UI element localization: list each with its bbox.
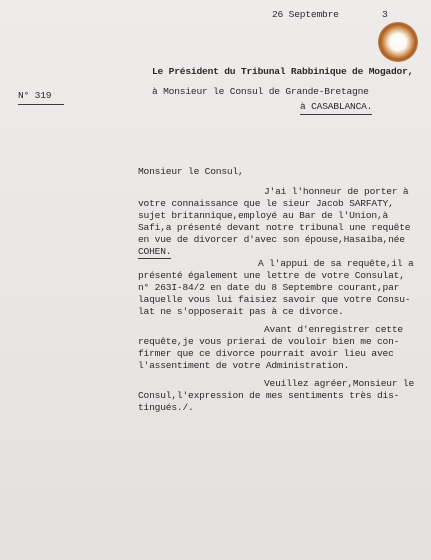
body-line: votre connaissance que le sieur Jacob SARFATY, <box>138 198 394 209</box>
body-line: A l'appui de sa requête,il a <box>258 258 414 269</box>
body-line: l'assentiment de votre Administration. <box>138 360 350 371</box>
body-line: en vue de divorcer d'avec son épouse,Hasaiba,née <box>138 234 405 245</box>
page-number: 3 <box>382 9 388 20</box>
sender-line: Le Président du Tribunal Rabbinique de Mogador, <box>152 66 414 77</box>
body-line: Safi,a présenté devant notre tribunal une requête <box>138 222 411 233</box>
body-line: COHEN. <box>138 246 172 257</box>
body-line: présenté également une lettre de votre Consulat, <box>138 270 405 281</box>
salutation: Monsieur le Consul, <box>138 166 244 177</box>
paper-burn-mark <box>378 22 418 62</box>
body-line: tingués./. <box>138 402 194 413</box>
body-line: laquelle vous lui faisiez savoir que votre Consu- <box>138 294 411 305</box>
body-line: n° 263I-84/2 en date du 8 Septembre courant,par <box>138 282 400 293</box>
body-line: Avant d'enregistrer cette <box>264 324 403 335</box>
body-line: Consul,l'expression de mes sentiments très dis- <box>138 390 400 401</box>
body-line: firmer que ce divorce pourrait avoir lieu avec <box>138 348 394 359</box>
recipient-line: à Monsieur le Consul de Grande-Bretagne <box>152 86 369 97</box>
body-line: sujet britannique,employé au Bar de l'Union,à <box>138 210 389 221</box>
body-line: lat ne s'opposerait pas à ce divorce. <box>138 306 344 317</box>
body-line: J'ai l'honneur de porter à <box>264 186 409 197</box>
body-line: Veuillez agréer,Monsieur le <box>264 378 415 389</box>
body-line: requête,je vous prierai de vouloir bien me con- <box>138 336 400 347</box>
letter-date: 26 Septembre <box>272 9 339 20</box>
reference-number: N° 319 <box>18 90 64 105</box>
recipient-city: à CASABLANCA. <box>300 101 372 115</box>
